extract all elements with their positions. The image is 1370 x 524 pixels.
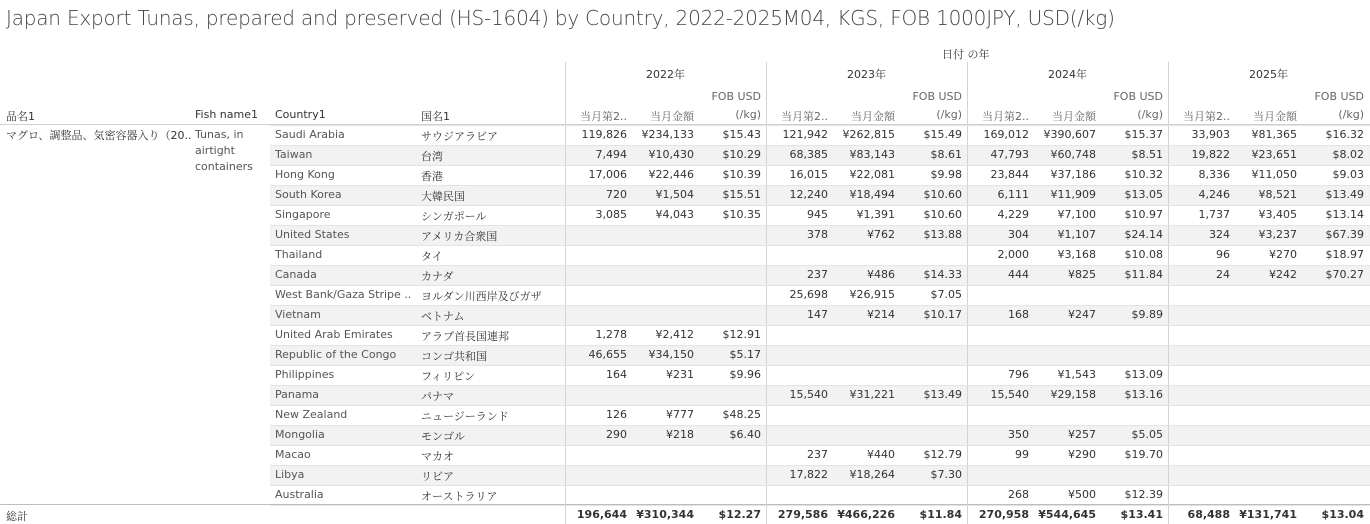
qty-cell: 6,111 bbox=[997, 188, 1029, 201]
row-divider bbox=[270, 225, 1370, 226]
qty-cell: 46,655 bbox=[588, 348, 627, 361]
amount-cell: ¥8,521 bbox=[1258, 188, 1297, 201]
amount-cell: ¥825 bbox=[1068, 268, 1096, 281]
country-jp-cell: 台湾 bbox=[421, 150, 443, 163]
amount-cell: ¥777 bbox=[666, 408, 694, 421]
country-cell: Libya bbox=[275, 468, 305, 481]
qty-header: 当月第2.. bbox=[1183, 110, 1230, 123]
fob-cell: $15.43 bbox=[722, 128, 761, 141]
country-jp-header: 国名1 bbox=[421, 110, 450, 123]
row-divider bbox=[270, 265, 1370, 266]
fob-header-line1: FOB USD bbox=[1314, 90, 1364, 103]
fob-cell: $8.61 bbox=[930, 148, 962, 161]
fob-cell: $13.09 bbox=[1124, 368, 1163, 381]
amount-cell: ¥1,107 bbox=[1057, 228, 1096, 241]
country-cell: Singapore bbox=[275, 208, 331, 221]
fob-header-line1: FOB USD bbox=[711, 90, 761, 103]
row-divider bbox=[270, 345, 1370, 346]
fob-cell: $12.39 bbox=[1124, 488, 1163, 501]
country-jp-cell: カナダ bbox=[421, 270, 454, 283]
country-cell: Mongolia bbox=[275, 428, 325, 441]
qty-header: 当月第2.. bbox=[781, 110, 828, 123]
amount-cell: ¥29,158 bbox=[1050, 388, 1096, 401]
amount-cell: ¥18,264 bbox=[849, 468, 895, 481]
amount-header: 当月金額 bbox=[851, 110, 895, 123]
total-qty-cell: 196,644 bbox=[576, 508, 627, 521]
qty-header: 当月第2.. bbox=[580, 110, 627, 123]
fob-cell: $10.35 bbox=[722, 208, 761, 221]
table-row bbox=[270, 245, 1370, 265]
total-fob-cell: $13.04 bbox=[1321, 508, 1364, 521]
table-row bbox=[270, 345, 1370, 365]
qty-cell: 237 bbox=[807, 448, 828, 461]
amount-cell: ¥242 bbox=[1269, 268, 1297, 281]
country-jp-cell: シンガポール bbox=[421, 210, 487, 223]
amount-header: 当月金額 bbox=[1052, 110, 1096, 123]
year-header: 2024年 bbox=[1048, 68, 1087, 81]
amount-cell: ¥1,543 bbox=[1057, 368, 1096, 381]
amount-cell: ¥3,237 bbox=[1258, 228, 1297, 241]
fob-cell: $15.51 bbox=[722, 188, 761, 201]
row-divider bbox=[270, 365, 1370, 366]
fob-cell: $13.88 bbox=[923, 228, 962, 241]
table-row bbox=[270, 165, 1370, 185]
fob-header-line1: FOB USD bbox=[912, 90, 962, 103]
amount-cell: ¥390,607 bbox=[1043, 128, 1096, 141]
amount-cell: ¥31,221 bbox=[849, 388, 895, 401]
country-header: Country1 bbox=[275, 108, 326, 121]
fob-cell: $9.96 bbox=[729, 368, 761, 381]
fob-cell: $16.32 bbox=[1325, 128, 1364, 141]
amount-cell: ¥11,909 bbox=[1050, 188, 1096, 201]
country-jp-cell: タイ bbox=[421, 250, 443, 263]
amount-cell: ¥214 bbox=[867, 308, 895, 321]
fob-cell: $13.05 bbox=[1124, 188, 1163, 201]
total-fob-cell: $12.27 bbox=[718, 508, 761, 521]
total-divider-vertical bbox=[967, 504, 968, 524]
qty-cell: 1,278 bbox=[595, 328, 627, 341]
table-row bbox=[270, 485, 1370, 505]
amount-cell: ¥257 bbox=[1068, 428, 1096, 441]
total-qty-cell: 68,488 bbox=[1187, 508, 1230, 521]
fob-cell: $14.33 bbox=[923, 268, 962, 281]
country-cell: Macao bbox=[275, 448, 311, 461]
fob-cell: $19.70 bbox=[1124, 448, 1163, 461]
qty-cell: 15,540 bbox=[990, 388, 1029, 401]
fob-cell: $6.40 bbox=[729, 428, 761, 441]
year-header: 2025年 bbox=[1249, 68, 1288, 81]
country-jp-cell: ベトナム bbox=[421, 310, 465, 323]
row-divider bbox=[270, 205, 1370, 206]
qty-cell: 96 bbox=[1216, 248, 1230, 261]
qty-cell: 23,844 bbox=[990, 168, 1029, 181]
fob-header-line2: (/kg) bbox=[1137, 108, 1163, 121]
row-divider bbox=[270, 245, 1370, 246]
fob-header-line2: (/kg) bbox=[735, 108, 761, 121]
total-label: 総計 bbox=[6, 510, 28, 523]
product-header: 品名1 bbox=[6, 110, 35, 123]
country-jp-cell: 香港 bbox=[421, 170, 443, 183]
fob-cell: $7.30 bbox=[930, 468, 962, 481]
fob-cell: $24.14 bbox=[1124, 228, 1163, 241]
year-body-divider bbox=[766, 124, 767, 504]
qty-cell: 12,240 bbox=[789, 188, 828, 201]
amount-cell: ¥500 bbox=[1068, 488, 1096, 501]
country-jp-cell: 大韓民国 bbox=[421, 190, 465, 203]
country-cell: United States bbox=[275, 228, 350, 241]
amount-cell: ¥37,186 bbox=[1050, 168, 1096, 181]
qty-cell: 15,540 bbox=[789, 388, 828, 401]
country-cell: Saudi Arabia bbox=[275, 128, 345, 141]
country-jp-cell: リビア bbox=[421, 470, 454, 483]
qty-cell: 168 bbox=[1008, 308, 1029, 321]
date-header: 日付 の年 bbox=[942, 48, 990, 61]
table-row bbox=[270, 125, 1370, 145]
fob-cell: $15.49 bbox=[923, 128, 962, 141]
table-row bbox=[270, 225, 1370, 245]
qty-cell: 16,015 bbox=[789, 168, 828, 181]
total-divider bbox=[0, 504, 1370, 505]
country-jp-cell: モンゴル bbox=[421, 430, 465, 443]
country-jp-cell: マカオ bbox=[421, 450, 454, 463]
table-row bbox=[270, 405, 1370, 425]
amount-cell: ¥10,430 bbox=[648, 148, 694, 161]
qty-cell: 1,737 bbox=[1198, 208, 1230, 221]
country-jp-cell: アメリカ合衆国 bbox=[421, 230, 498, 243]
fob-cell: $9.98 bbox=[930, 168, 962, 181]
total-amount-cell: ¥466,226 bbox=[837, 508, 895, 521]
fob-cell: $13.49 bbox=[1325, 188, 1364, 201]
qty-cell: 4,246 bbox=[1198, 188, 1230, 201]
amount-cell: ¥1,504 bbox=[655, 188, 694, 201]
qty-cell: 2,000 bbox=[997, 248, 1029, 261]
country-cell: Canada bbox=[275, 268, 317, 281]
table-row bbox=[270, 325, 1370, 345]
product-name: マグロ、調整品、気密容器入り（20.. bbox=[6, 129, 192, 142]
fob-cell: $70.27 bbox=[1325, 268, 1364, 281]
fob-cell: $10.39 bbox=[722, 168, 761, 181]
qty-cell: 24 bbox=[1216, 268, 1230, 281]
table-row bbox=[270, 445, 1370, 465]
qty-cell: 169,012 bbox=[983, 128, 1029, 141]
country-jp-cell: ヨルダン川西岸及びガザ bbox=[421, 290, 542, 303]
amount-cell: ¥247 bbox=[1068, 308, 1096, 321]
qty-cell: 7,494 bbox=[595, 148, 627, 161]
fob-cell: $13.49 bbox=[923, 388, 962, 401]
qty-cell: 119,826 bbox=[581, 128, 627, 141]
row-divider bbox=[270, 145, 1370, 146]
qty-cell: 444 bbox=[1008, 268, 1029, 281]
fish-name-line: airtight bbox=[195, 144, 235, 157]
qty-header: 当月第2.. bbox=[982, 110, 1029, 123]
year-header: 2022年 bbox=[646, 68, 685, 81]
fob-cell: $48.25 bbox=[722, 408, 761, 421]
country-jp-cell: フィリピン bbox=[421, 370, 476, 383]
amount-cell: ¥290 bbox=[1068, 448, 1096, 461]
amount-cell: ¥231 bbox=[666, 368, 694, 381]
row-divider bbox=[270, 405, 1370, 406]
fish-name-header: Fish name1 bbox=[195, 108, 258, 121]
country-cell: Vietnam bbox=[275, 308, 321, 321]
amount-cell: ¥26,915 bbox=[849, 288, 895, 301]
amount-cell: ¥60,748 bbox=[1050, 148, 1096, 161]
qty-cell: 945 bbox=[807, 208, 828, 221]
amount-cell: ¥11,050 bbox=[1251, 168, 1297, 181]
total-amount-cell: ¥310,344 bbox=[636, 508, 694, 521]
amount-cell: ¥440 bbox=[867, 448, 895, 461]
qty-cell: 126 bbox=[606, 408, 627, 421]
year-body-divider bbox=[967, 124, 968, 504]
table-row bbox=[270, 185, 1370, 205]
fob-cell: $10.29 bbox=[722, 148, 761, 161]
fob-cell: $8.51 bbox=[1131, 148, 1163, 161]
country-cell: Philippines bbox=[275, 368, 335, 381]
amount-cell: ¥262,815 bbox=[842, 128, 895, 141]
amount-cell: ¥486 bbox=[867, 268, 895, 281]
fob-cell: $5.17 bbox=[729, 348, 761, 361]
qty-cell: 8,336 bbox=[1198, 168, 1230, 181]
fob-cell: $10.32 bbox=[1124, 168, 1163, 181]
fish-name bbox=[195, 127, 265, 175]
table-row bbox=[270, 265, 1370, 285]
table-row bbox=[270, 385, 1370, 405]
total-fob-cell: $11.84 bbox=[919, 508, 962, 521]
amount-cell: ¥3,168 bbox=[1057, 248, 1096, 261]
table-row bbox=[270, 465, 1370, 485]
amount-cell: ¥234,133 bbox=[641, 128, 694, 141]
country-cell: Panama bbox=[275, 388, 320, 401]
amount-cell: ¥23,651 bbox=[1251, 148, 1297, 161]
qty-cell: 17,006 bbox=[588, 168, 627, 181]
page-title: Japan Export Tunas, prepared and preserved (HS-1604) by Country, 2022-2025M04, KGS, FOB 1000JPY, USD(/kg) bbox=[6, 6, 1115, 30]
table-row bbox=[270, 305, 1370, 325]
table-row bbox=[270, 285, 1370, 305]
qty-cell: 290 bbox=[606, 428, 627, 441]
amount-cell: ¥3,405 bbox=[1258, 208, 1297, 221]
table-row bbox=[270, 145, 1370, 165]
qty-cell: 304 bbox=[1008, 228, 1029, 241]
amount-cell: ¥270 bbox=[1269, 248, 1297, 261]
qty-cell: 121,942 bbox=[782, 128, 828, 141]
qty-cell: 47,793 bbox=[990, 148, 1029, 161]
qty-cell: 268 bbox=[1008, 488, 1029, 501]
fob-header-line2: (/kg) bbox=[1338, 108, 1364, 121]
qty-cell: 68,385 bbox=[789, 148, 828, 161]
amount-header: 当月金額 bbox=[650, 110, 694, 123]
fob-cell: $10.60 bbox=[923, 208, 962, 221]
country-cell: New Zealand bbox=[275, 408, 348, 421]
total-divider-vertical bbox=[565, 504, 566, 524]
year-header: 2023年 bbox=[847, 68, 886, 81]
amount-header: 当月金額 bbox=[1253, 110, 1297, 123]
qty-cell: 33,903 bbox=[1191, 128, 1230, 141]
amount-cell: ¥218 bbox=[666, 428, 694, 441]
total-amount-cell: ¥544,645 bbox=[1038, 508, 1096, 521]
row-divider bbox=[270, 285, 1370, 286]
country-jp-cell: アラブ首長国連邦 bbox=[421, 330, 509, 343]
qty-cell: 350 bbox=[1008, 428, 1029, 441]
row-divider bbox=[270, 305, 1370, 306]
fob-header-line1: FOB USD bbox=[1113, 90, 1163, 103]
row-divider bbox=[270, 165, 1370, 166]
qty-cell: 25,698 bbox=[789, 288, 828, 301]
total-amount-cell: ¥131,741 bbox=[1239, 508, 1297, 521]
fob-cell: $67.39 bbox=[1325, 228, 1364, 241]
amount-cell: ¥22,081 bbox=[849, 168, 895, 181]
row-divider bbox=[270, 385, 1370, 386]
fish-name-line: containers bbox=[195, 160, 253, 173]
qty-cell: 3,085 bbox=[595, 208, 627, 221]
fob-cell: $10.17 bbox=[923, 308, 962, 321]
fob-cell: $8.02 bbox=[1332, 148, 1364, 161]
amount-cell: ¥2,412 bbox=[655, 328, 694, 341]
qty-cell: 378 bbox=[807, 228, 828, 241]
amount-cell: ¥18,494 bbox=[849, 188, 895, 201]
fob-cell: $9.89 bbox=[1131, 308, 1163, 321]
qty-cell: 164 bbox=[606, 368, 627, 381]
fob-cell: $18.97 bbox=[1325, 248, 1364, 261]
fob-cell: $12.79 bbox=[923, 448, 962, 461]
country-jp-cell: オーストラリア bbox=[421, 490, 498, 503]
fob-header-line2: (/kg) bbox=[936, 108, 962, 121]
country-jp-cell: パナマ bbox=[421, 390, 454, 403]
amount-cell: ¥1,391 bbox=[856, 208, 895, 221]
qty-cell: 99 bbox=[1015, 448, 1029, 461]
qty-cell: 17,822 bbox=[789, 468, 828, 481]
fob-cell: $7.05 bbox=[930, 288, 962, 301]
country-cell: South Korea bbox=[275, 188, 342, 201]
year-body-divider bbox=[565, 124, 566, 504]
qty-cell: 147 bbox=[807, 308, 828, 321]
fob-cell: $10.60 bbox=[923, 188, 962, 201]
amount-cell: ¥22,446 bbox=[648, 168, 694, 181]
fob-cell: $10.97 bbox=[1124, 208, 1163, 221]
row-divider bbox=[270, 505, 1370, 506]
qty-cell: 237 bbox=[807, 268, 828, 281]
total-qty-cell: 279,586 bbox=[777, 508, 828, 521]
total-divider-vertical bbox=[766, 504, 767, 524]
row-divider bbox=[270, 125, 1370, 126]
country-jp-cell: コンゴ共和国 bbox=[421, 350, 487, 363]
row-divider bbox=[270, 465, 1370, 466]
country-cell: Republic of the Congo bbox=[275, 348, 397, 361]
amount-cell: ¥4,043 bbox=[655, 208, 694, 221]
amount-cell: ¥81,365 bbox=[1251, 128, 1297, 141]
country-cell: Thailand bbox=[275, 248, 323, 261]
country-jp-cell: ニュージーランド bbox=[421, 410, 509, 423]
country-cell: Hong Kong bbox=[275, 168, 335, 181]
row-divider bbox=[270, 425, 1370, 426]
fob-cell: $11.84 bbox=[1124, 268, 1163, 281]
total-divider-vertical bbox=[1168, 504, 1169, 524]
table-row bbox=[270, 425, 1370, 445]
table-row bbox=[270, 365, 1370, 385]
fob-cell: $12.91 bbox=[722, 328, 761, 341]
qty-cell: 4,229 bbox=[997, 208, 1029, 221]
fob-cell: $10.08 bbox=[1124, 248, 1163, 261]
country-cell: Taiwan bbox=[275, 148, 313, 161]
qty-cell: 720 bbox=[606, 188, 627, 201]
qty-cell: 796 bbox=[1008, 368, 1029, 381]
table-row bbox=[270, 205, 1370, 225]
amount-cell: ¥83,143 bbox=[849, 148, 895, 161]
fob-cell: $13.14 bbox=[1325, 208, 1364, 221]
total-fob-cell: $13.41 bbox=[1120, 508, 1163, 521]
row-divider bbox=[270, 485, 1370, 486]
total-qty-cell: 270,958 bbox=[978, 508, 1029, 521]
country-jp-cell: サウジアラビア bbox=[421, 130, 498, 143]
fob-cell: $5.05 bbox=[1131, 428, 1163, 441]
qty-cell: 19,822 bbox=[1191, 148, 1230, 161]
year-body-divider bbox=[1168, 124, 1169, 504]
country-cell: West Bank/Gaza Stripe .. bbox=[275, 288, 412, 301]
amount-cell: ¥762 bbox=[867, 228, 895, 241]
amount-cell: ¥34,150 bbox=[648, 348, 694, 361]
country-cell: United Arab Emirates bbox=[275, 328, 393, 341]
row-divider bbox=[270, 325, 1370, 326]
fob-cell: $15.37 bbox=[1124, 128, 1163, 141]
fob-cell: $9.03 bbox=[1332, 168, 1364, 181]
fish-name-line: Tunas, in bbox=[195, 128, 244, 141]
amount-cell: ¥7,100 bbox=[1057, 208, 1096, 221]
fob-cell: $13.16 bbox=[1124, 388, 1163, 401]
qty-cell: 324 bbox=[1209, 228, 1230, 241]
row-divider bbox=[270, 185, 1370, 186]
country-cell: Australia bbox=[275, 488, 324, 501]
row-divider bbox=[270, 445, 1370, 446]
